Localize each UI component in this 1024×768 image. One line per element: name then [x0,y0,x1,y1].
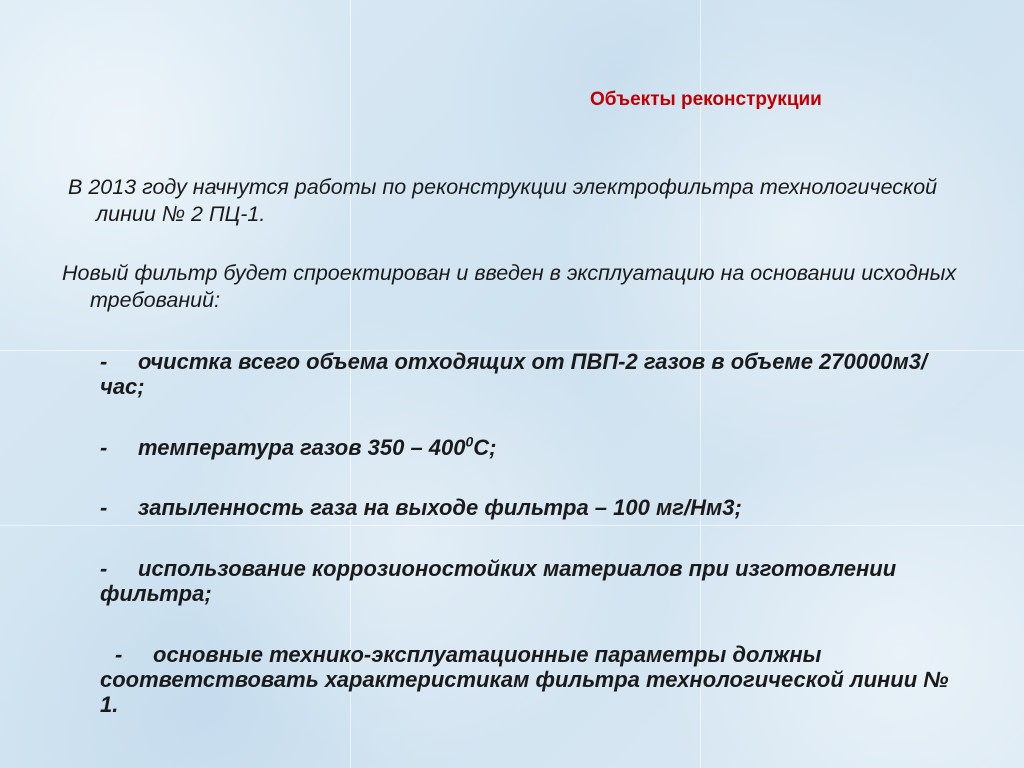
intro-paragraph: В 2013 году начнутся работы по реконструкции электрофильтра технологической линии № 2 ПЦ-1. [68,175,938,226]
requirement-text: температура газов 350 – 400 [138,435,466,460]
lead-paragraph: Новый фильтр будет спроектирован и введен в эксплуатацию на основании исходных требований: [62,261,957,312]
requirement-item [100,495,960,520]
requirement-text: основные технико-эксплуатационные параметры должны соответствовать характеристикам фильтра технологической линии № 1. [100,642,949,717]
bullet-dash: - [115,642,123,667]
requirement-item [100,642,960,717]
temperature-unit: С; [473,435,497,460]
bullet-dash: - [100,495,108,520]
requirement-item [100,349,960,399]
bullet-dash: - [100,556,108,581]
requirement-text: запыленность газа на выходе фильтра – 100 мг/Нм3; [138,495,742,520]
requirement-item [100,556,960,606]
requirement-text: использование коррозионостойких материалов при изготовлении фильтра; [100,556,897,606]
requirement-item [100,435,960,460]
slide-title: Объекты реконструкции [590,89,822,110]
degree-superscript: 0 [465,433,474,450]
requirement-text: очистка всего объема отходящих от ПВП-2 газов в объеме 270000м3/час; [100,349,928,399]
background-seam [0,525,1024,526]
bullet-dash: - [100,435,108,460]
bullet-dash: - [100,349,108,374]
